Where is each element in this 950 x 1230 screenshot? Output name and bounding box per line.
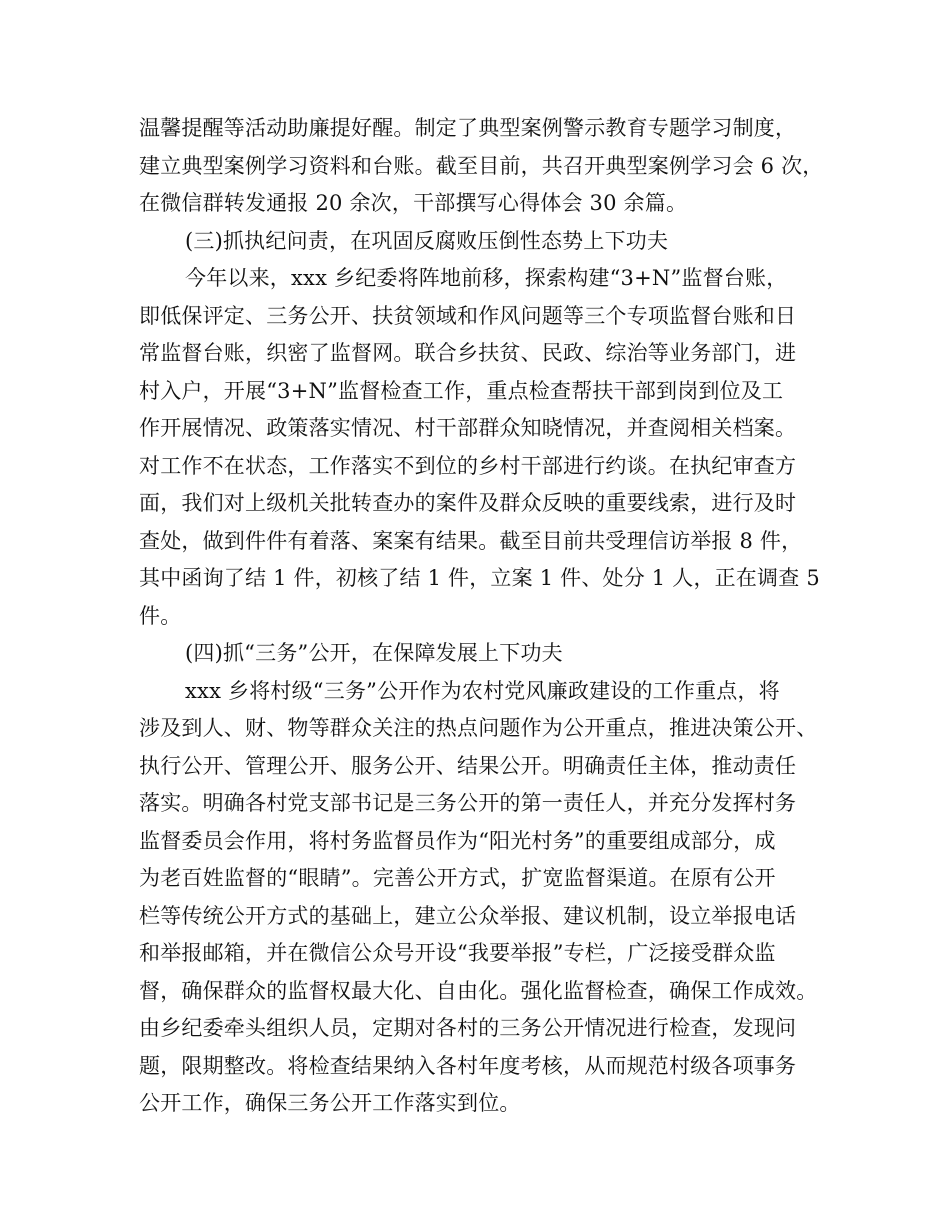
text-line: 对工作不在状态，工作落实不到位的乡村干部进行约谈。在执纪审查方: [139, 453, 797, 478]
text-line: 其中函询了结 1 件，初核了结 1 件，立案 1 件、处分 1 人，正在调查 5: [139, 566, 820, 590]
document-body: [139, 110, 829, 1123]
paragraph-start-line: (四)抓“三务”公开，在保障发展上下功夫: [185, 641, 563, 665]
text-line: 常监督台账，织密了监督网。联合乡扶贫、民政、综治等业务部门，进: [139, 341, 797, 365]
text-line: 作开展情况、政策落实情况、村干部群众知晓情况，并查阅相关档案。: [139, 416, 797, 440]
text-line: 面，我们对上级机关批转查办的案件及群众反映的重要线索，进行及时: [139, 491, 797, 515]
text-line: 即低保评定、三务公开、扶贫领域和作风问题等三个专项监督台账和日: [139, 303, 797, 328]
text-line: 件。: [139, 603, 182, 628]
text-line: 督，确保群众的监督权最大化、自由化。强化监督检查，确保工作成效。: [139, 978, 818, 1003]
text-line: 和举报邮箱，并在微信公众号开设“我要举报”专栏，广泛接受群众监: [139, 941, 776, 965]
text-line: 栏等传统公开方式的基础上，建立公众举报、建议机制，设立举报电话: [139, 903, 797, 928]
paragraph-start-line: xxx 乡将村级“三务”公开作为农村党风廉政建设的工作重点，将: [185, 678, 780, 703]
text-line: 为老百姓监督的“眼睛”。完善公开方式，扩宽监督渠道。在原有公开: [139, 866, 776, 890]
text-line: 建立典型案例学习资料和台账。截至目前，共召开典型案例学习会 6 次，: [139, 153, 824, 178]
text-line: 由乡纪委牵头组织人员，定期对各村的三务公开情况进行检查，发现问: [139, 1016, 797, 1040]
text-line: 村入户，开展“3+N”监督检查工作，重点检查帮扶干部到岗到位及工: [139, 378, 784, 403]
text-line: 公开工作，确保三务公开工作落实到位。: [139, 1091, 521, 1115]
text-line: 执行公开、管理公开、服务公开、结果公开。明确责任主体，推动责任: [139, 753, 797, 778]
text-line: 监督委员会作用，将村务监督员作为“阳光村务”的重要组成部分，成: [139, 828, 776, 853]
text-line: 查处，做到件件有着落、案案有结果。截至目前共受理信访举报 8 件，: [139, 528, 803, 553]
text-line: 涉及到人、财、物等群众关注的热点问题作为公开重点，推进决策公开、: [139, 716, 818, 740]
text-line: 温馨提醒等活动助廉提好醒。制定了典型案例警示教育专题学习制度，: [139, 116, 797, 140]
paragraph-start-line: 今年以来，xxx 乡纪委将阵地前移，探索构建“3+N”监督台账，: [185, 266, 788, 290]
text-line: 题，限期整改。将检查结果纳入各村年度考核，从而规范村级各项事务: [139, 1053, 797, 1078]
text-line: 落实。明确各村党支部书记是三务公开的第一责任人，并充分发挥村务: [139, 791, 797, 815]
paragraph-start-line: (三)抓执纪问责，在巩固反腐败压倒性态势上下功夫: [185, 228, 669, 253]
text-line: 在微信群转发通报 20 余次，干部撰写心得体会 30 余篇。: [139, 191, 688, 215]
